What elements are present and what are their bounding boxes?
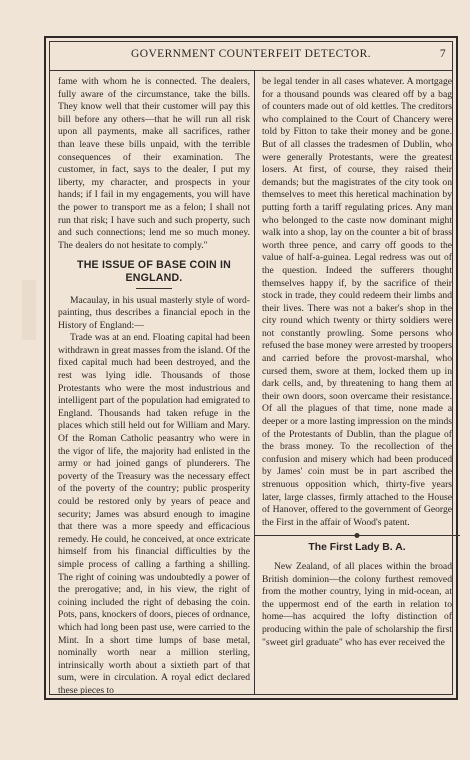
left-column <box>58 76 250 698</box>
header-title: GOVERNMENT COUNTERFEIT DETECTOR. <box>131 48 371 60</box>
body-paragraph: Macaulay, in his usual masterly style of word-painting, thus describes a financial epoch in the History of England:— <box>58 294 250 331</box>
section-heading: THE ISSUE OF BASE COIN IN ENGLAND. <box>77 259 231 284</box>
article-subheading: The First Lady B. A. <box>308 542 406 554</box>
body-paragraph: Trade was at an end. Floating capital had been withdrawn in great masses from the island. Of the fixed capital much had been destroyed, and the rest was lying idle. Thousands of those Protestants who were the most industrious and intelligent part of the population had emigrated to England. Thousands had taken refuge in the places which still held out for William and Mary. Of the Roman Catholic peasantry who were in the vigor of life, the majority had enlisted in the army or had joined gangs of plunderers. The poverty of the Treasury was the necessary effect of the poverty of the country; public prosperity could be restored only by years of peace and security; James was absurd enough to imagine that there was a more speedy and efficacious remedy. He could, he conceived, at once extricate himself from his financial difficulties by the simple process of calling a farthing a shilling. The right of coining was undoubtedly a power of the prerogative; and, in his view, the right of coining included the right of debasing the coin. Pots, pans, knockers of doors, pieces of ordnance, which had long been past use, were carried to the Mint. In a short time lumps of base metal, nominally worth near a million sterling, intrinsically worth about a sixtieth part of that sum, were in circulation. A royal edict declared these pieces to <box>58 332 250 696</box>
intro-paragraph: fame with whom he is connected. The dealers, fully aware of the circumstance, take the bills. They know well that their customer will pay this bill before any others—that he will run all risk upon all payments, make all sacrifices, rather than leave these bills unpaid, with the terrible consequences of their examination. The customer, in fact, says to the dealer, I put my liberty, my character, and prospects in your hands; if I fail in my engagements, you will have the power to transport me as a felon; I shall not run that risk; I have such and such property, such and such connections; lend me so much money. The dealers do not hesitate to comply." <box>58 76 250 251</box>
body-paragraph: New Zealand, of all places within the broad British dominion—the colony furthest removed from the mother country, lying in mid-ocean, at the uppermost end of the earth in relation to home—has acquired the lofty distinction of producing within the pale of scholarship the first "sweet girl graduate" who has ever received the <box>262 560 452 648</box>
page-number: 7 <box>439 48 446 60</box>
running-header <box>50 48 452 68</box>
right-column <box>262 76 452 649</box>
section-divider <box>254 535 460 536</box>
column-divider <box>254 71 255 694</box>
body-paragraph: be legal tender in all cases whatever. A mortgage for a thousand pounds was cleared off by a bag of counters made out of old kettles. The creditors who complained to the Court of Chancery were told by Fitton to take their money and be gone. But of all classes the tradesmen of Dublin, who were generally Protestants, were the greatest losers. At first, of course, they raised their demands; but the magistrates of the city took on themselves to meet this heretical machination by putting forth a tariff regulating prices. Any man who belonged to the caste now dominant might walk into a shop, lay on the counter a bit of brass worth three pence, and carry off goods to the value of half-a-guinea. Legal redress was out of the question. Indeed the sufferers thought themselves happy if, by the sacrifice of their stock in trade, they could redeem their limbs and their lives. There was not a baker's shop in the city round which twenty or thirty soldiers were not constantly prowling. Some persons who refused the base money were arrested by troopers and carried before the provost-marshal, who cursed them, swore at them, locked them up in dark cells, and, by threatening to hang them at their own doors, soon overcame their resistance. Of all the plagues of that time, none made a deeper or a more lasting impression on the minds of the Protestants of Dublin, than the plague of the brass money. To the recollection of the confusion and misery which had been produced by James' coin must be in part ascribed the strenuous opposition which, thirty-five years later, large classes, firmly attached to the House of Hanover, offered to the government of George the First in the affair of Wood's patent. <box>262 76 452 528</box>
page-border-inner <box>49 41 453 695</box>
divider-ornament <box>355 533 360 538</box>
paper-stain <box>22 280 36 340</box>
page-border <box>44 36 458 700</box>
heading-rule <box>136 288 172 289</box>
header-rule <box>50 70 452 71</box>
